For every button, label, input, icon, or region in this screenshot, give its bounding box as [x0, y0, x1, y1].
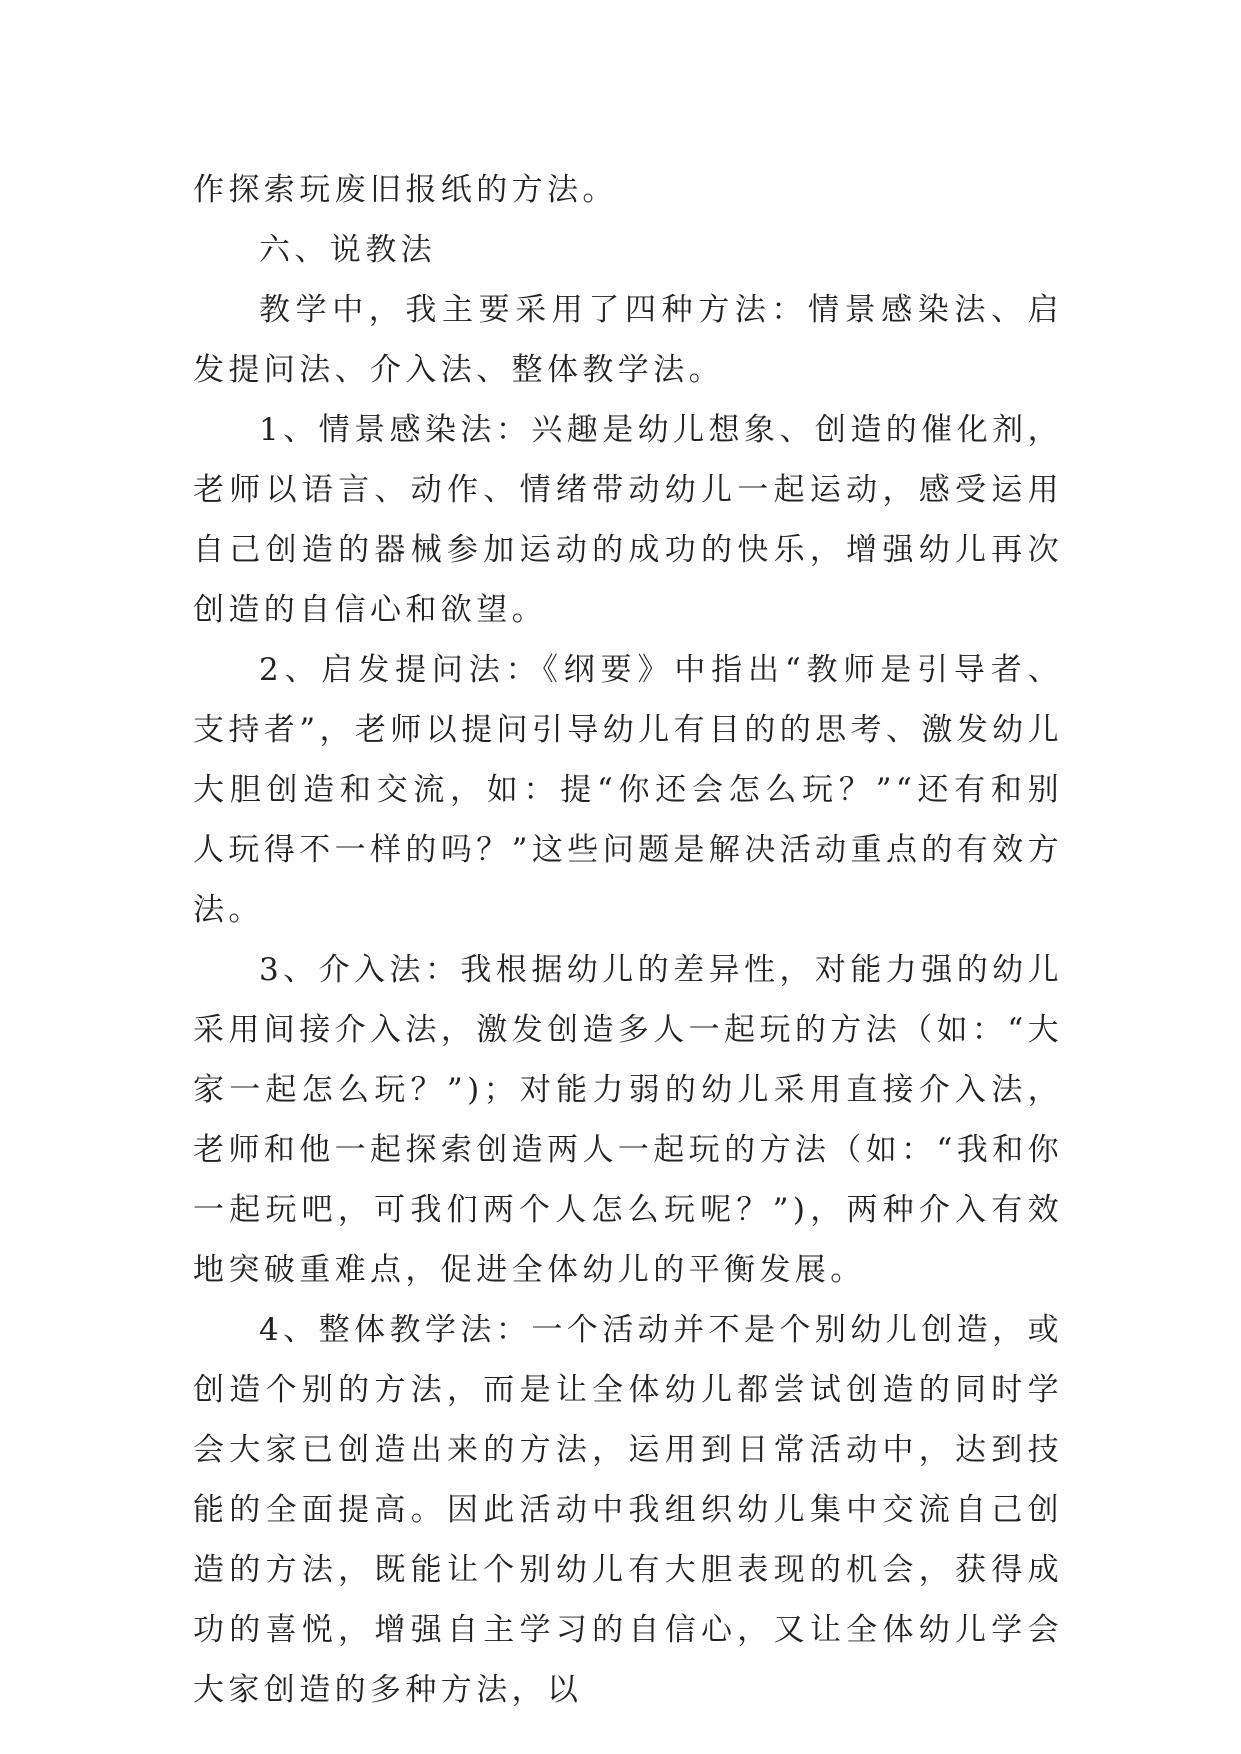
paragraph-method-3: 3、介入法：我根据幼儿的差异性，对能力强的幼儿采用间接介入法，激发创造多人一起玩的方法（如：“大家一起怎么玩？”)；对能力弱的幼儿采用直接介入法，老师和他一起探索创造两人一起玩的方法（如：“我和你一起玩吧，可我们两个人怎么玩呢？”)，两种介入有效地突破重难点，促进全体幼儿的平衡发展。	[193, 952, 1063, 1288]
paragraph-intro-methods: 教学中，我主要采用了四种方法：情景感染法、启发提问法、介入法、整体教学法。	[193, 292, 1063, 388]
section-heading-teaching-methods: 六、说教法	[259, 232, 436, 268]
paragraph-continuation: 作探索玩废旧报纸的方法。	[193, 172, 618, 208]
paragraph-method-4: 4、整体教学法：一个活动并不是个别幼儿创造，或创造个别的方法，而是让全体幼儿都尝试创造的同时学会大家已创造出来的方法，运用到日常活动中，达到技能的全面提高。因此活动中我组织幼儿集中交流自己创造的方法，既能让个别幼儿有大胆表现的机会，获得成功的喜悦，增强自主学习的自信心，又让全体幼儿学会大家创造的多种方法，以	[193, 1312, 1063, 1708]
paragraph-method-2: 2、启发提问法：《纲要》中指出“教师是引导者、支持者”，老师以提问引导幼儿有目的的思考、激发幼儿大胆创造和交流，如：提“你还会怎么玩？”“还有和别人玩得不一样的吗？”这些问题是解决活动重点的有效方法。	[193, 652, 1063, 928]
paragraph-method-1: 1、情景感染法：兴趣是幼儿想象、创造的催化剂，老师以语言、动作、情绪带动幼儿一起运动，感受运用自己创造的器械参加运动的成功的快乐，增强幼儿再次创造的自信心和欲望。	[193, 412, 1063, 628]
document-body	[193, 160, 1063, 1720]
